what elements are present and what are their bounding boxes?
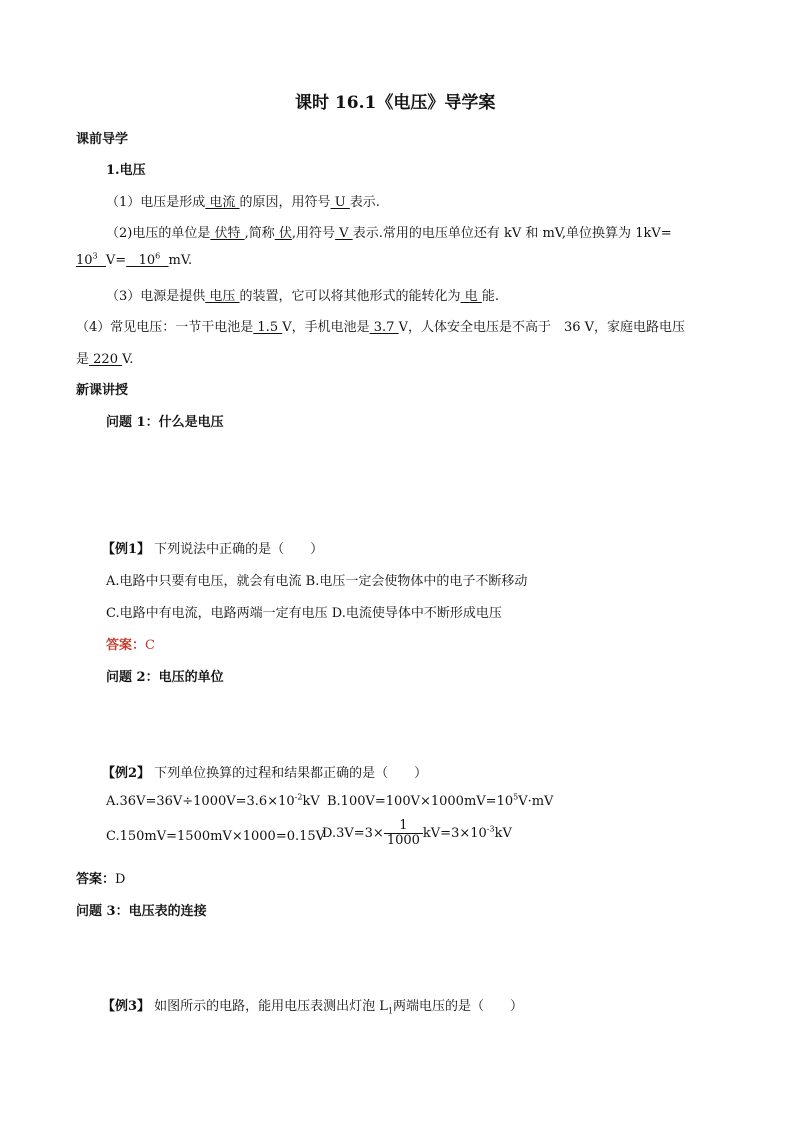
text: 的装置，它可以将其他形式的能转化为 [239,289,461,304]
text: 的原因，用符号 [239,195,331,210]
exponent: 6 [155,251,161,261]
example-1-answer [106,634,155,653]
text: 如图所示的电路，能用电压表测出灯泡 L [150,999,388,1014]
option-d: D.电流使导体中不断形成电压 [331,606,502,621]
example-2-option-d [322,819,512,848]
exponent: 3 [92,251,98,261]
item-heading-voltage: 1.电压 [106,163,146,178]
fill-line-5 [76,316,685,335]
text: A.36V=36V÷1000V=3.6×10 [106,794,295,809]
exponent: -2 [294,792,303,802]
example-2-option-c: C.150mV=1500mV×1000=0.15V [106,829,326,844]
blank-answer: 220 [89,352,123,367]
exponent: -3 [486,824,495,834]
text: mV. [168,253,193,268]
fraction [384,819,423,848]
answer-value: D [115,872,126,887]
text: （1）电压是形成 [106,195,206,210]
text: 表示. [349,195,380,210]
text: ,简称 [244,226,275,241]
blank-answer [76,253,106,268]
text: 10 [76,253,93,268]
example-1-stem [102,538,323,557]
blank-answer: 伏特 [210,226,245,241]
text: （2)电压的单位是 [106,226,211,241]
blank-answer: 3.7 [369,320,399,335]
example-3-stem [102,995,523,1014]
example-1-options-cd [106,602,502,621]
subscript: 1 [387,1006,394,1016]
option-a: A.电路中只要有电压，就会有电流 [106,574,302,589]
text: B.100V=100V×1000mV=10 [327,794,514,809]
text: kV [302,794,320,809]
text: kV=3×10 [422,826,487,841]
question-heading-1: 问题 1：什么是电压 [106,415,224,430]
blank-answer: U [330,195,350,210]
example-tag: 【例2】 [102,766,151,781]
option-c: C.电路中有电流，电路两端一定有电压 [106,606,328,621]
fill-line-4 [106,285,499,304]
section-heading-new-lesson: 新课讲授 [76,383,129,398]
text: 表示.常用的电压单位还有 kV 和 mV,单位换算为 1kV= [352,226,672,241]
example-2-option-a [106,794,320,809]
numerator: 1 [384,819,423,834]
exponent: 5 [513,792,519,802]
example-tag: 【例3】 [102,999,151,1014]
fill-line-3 [76,253,192,268]
denominator: 1000 [386,833,420,848]
question-heading-2: 问题 2：电压的单位 [106,670,224,685]
text: V= [105,253,127,268]
example-2-stem [102,762,427,781]
option-b: B.电压一定会使物体中的电子不断移动 [305,574,528,589]
fill-line-2 [106,222,672,241]
blank-answer: 电流 [205,195,240,210]
blank-answer: V [335,226,353,241]
text: 能. [481,289,499,304]
blank-answer [126,253,168,268]
fill-line-1 [106,191,380,210]
example-tag: 【例1】 [102,542,151,557]
section-heading-preview: 课前导学 [76,132,129,147]
text: V，人体安全电压是不高于 36 V，家庭电路电压 [398,320,686,335]
text: （4）常见电压：一节干电池是 [76,320,254,335]
question-heading-3: 问题 3：电压表的连接 [76,904,207,919]
blank-answer: 伏 [274,226,292,241]
example-2-option-b [327,794,553,809]
text: 10 [138,253,156,268]
text: 下列单位换算的过程和结果都正确的是（ ） [150,766,428,781]
blank-answer: 1.5 [253,320,283,335]
blank-answer: 电 [460,289,482,304]
fill-line-6 [76,348,133,367]
page-title: 课时 16.1《电压》导学案 [295,93,496,113]
text: 下列说法中正确的是（ ） [150,542,324,557]
text: 是 [76,352,90,367]
answer-label: 答案： [106,638,146,653]
text: V. [122,352,134,367]
example-1-options-ab [106,570,527,589]
text: D.3V=3× [322,826,384,841]
answer-label: 答案： [76,872,116,887]
text: V·mV [518,794,554,809]
text: （3）电源是提供 [106,289,206,304]
example-2-answer [76,868,125,887]
text: 两端电压的是（ ） [393,999,524,1014]
answer-value: C [145,638,155,653]
text: ,用符号 [291,226,336,241]
text: kV [494,826,512,841]
text: V，手机电池是 [282,320,370,335]
blank-answer: 电压 [205,289,240,304]
